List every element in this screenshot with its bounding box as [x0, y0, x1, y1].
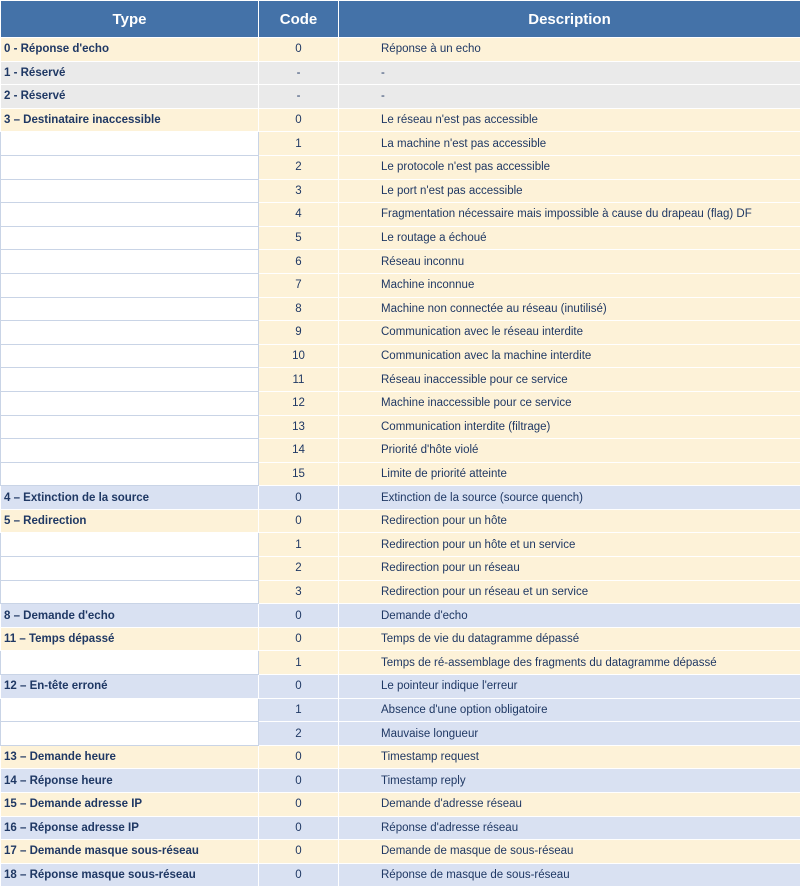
cell-code: 13: [259, 415, 339, 439]
cell-type: 11 – Temps dépassé: [1, 627, 259, 651]
cell-code: 2: [259, 722, 339, 746]
cell-type: [1, 203, 259, 227]
cell-code: -: [259, 61, 339, 85]
cell-description: Temps de vie du datagramme dépassé: [339, 627, 800, 651]
cell-code: 10: [259, 344, 339, 368]
cell-description: Mauvaise longueur: [339, 722, 800, 746]
cell-code: 7: [259, 273, 339, 297]
cell-type: [1, 533, 259, 557]
cell-type: 0 - Réponse d'echo: [1, 38, 259, 62]
cell-type: [1, 132, 259, 156]
table-row: [1, 509, 800, 533]
cell-type: [1, 321, 259, 345]
cell-type: [1, 226, 259, 250]
cell-type: [1, 698, 259, 722]
table-row: [1, 179, 800, 203]
cell-description: Demande d'echo: [339, 604, 800, 628]
cell-code: 2: [259, 557, 339, 581]
table-row: [1, 38, 800, 62]
cell-description: Demande d'adresse réseau: [339, 793, 800, 817]
cell-description: Réponse d'adresse réseau: [339, 816, 800, 840]
cell-description: Timestamp request: [339, 745, 800, 769]
table-row: [1, 675, 800, 699]
cell-type: 14 – Réponse heure: [1, 769, 259, 793]
table-row: [1, 297, 800, 321]
cell-code: 15: [259, 462, 339, 486]
cell-type: [1, 722, 259, 746]
table-row: [1, 132, 800, 156]
table-row: [1, 769, 800, 793]
cell-description: Redirection pour un réseau et un service: [339, 580, 800, 604]
cell-type: 2 - Réservé: [1, 85, 259, 109]
cell-code: 0: [259, 769, 339, 793]
cell-description: Absence d'une option obligatoire: [339, 698, 800, 722]
cell-type: [1, 391, 259, 415]
cell-code: -: [259, 85, 339, 109]
table-row: [1, 368, 800, 392]
cell-type: [1, 273, 259, 297]
cell-description: Limite de priorité atteinte: [339, 462, 800, 486]
cell-description: Communication avec la machine interdite: [339, 344, 800, 368]
table-row: [1, 108, 800, 132]
cell-description: Réponse de masque de sous-réseau: [339, 863, 800, 887]
cell-code: 0: [259, 745, 339, 769]
cell-description: Réponse à un echo: [339, 38, 800, 62]
table-row: [1, 439, 800, 463]
cell-code: 5: [259, 226, 339, 250]
table-row: [1, 250, 800, 274]
table-row: [1, 557, 800, 581]
cell-type: 17 – Demande masque sous-réseau: [1, 840, 259, 864]
cell-description: Le pointeur indique l'erreur: [339, 675, 800, 699]
column-header-description: Description: [339, 1, 800, 38]
cell-type: [1, 297, 259, 321]
table-row: [1, 651, 800, 675]
cell-type: 5 – Redirection: [1, 509, 259, 533]
cell-type: [1, 368, 259, 392]
cell-code: 14: [259, 439, 339, 463]
table-body: [1, 38, 800, 887]
table-row: [1, 533, 800, 557]
cell-code: 3: [259, 580, 339, 604]
cell-description: Communication avec le réseau interdite: [339, 321, 800, 345]
cell-code: 2: [259, 155, 339, 179]
table-row: [1, 627, 800, 651]
cell-code: 6: [259, 250, 339, 274]
cell-description: Machine inconnue: [339, 273, 800, 297]
table-row: [1, 203, 800, 227]
cell-code: 0: [259, 627, 339, 651]
table-row: [1, 391, 800, 415]
cell-type: 4 – Extinction de la source: [1, 486, 259, 510]
table-row: [1, 321, 800, 345]
cell-description: Machine non connectée au réseau (inutilisé): [339, 297, 800, 321]
cell-code: 1: [259, 533, 339, 557]
table-row: [1, 863, 800, 887]
table-row: [1, 793, 800, 817]
table-row: [1, 604, 800, 628]
cell-code: 0: [259, 509, 339, 533]
cell-type: [1, 155, 259, 179]
cell-type: [1, 557, 259, 581]
cell-description: Redirection pour un réseau: [339, 557, 800, 581]
cell-code: 0: [259, 38, 339, 62]
column-header-code: Code: [259, 1, 339, 38]
cell-type: 13 – Demande heure: [1, 745, 259, 769]
table-row: [1, 462, 800, 486]
table-row: [1, 745, 800, 769]
table-row: [1, 61, 800, 85]
cell-type: 8 – Demande d'echo: [1, 604, 259, 628]
cell-type: 3 – Destinataire inaccessible: [1, 108, 259, 132]
cell-description: Machine inaccessible pour ce service: [339, 391, 800, 415]
table-row: [1, 226, 800, 250]
cell-type: 15 – Demande adresse IP: [1, 793, 259, 817]
cell-code: 1: [259, 651, 339, 675]
cell-type: 18 – Réponse masque sous-réseau: [1, 863, 259, 887]
cell-code: 0: [259, 840, 339, 864]
cell-type: [1, 179, 259, 203]
cell-code: 0: [259, 108, 339, 132]
cell-type: [1, 415, 259, 439]
cell-code: 0: [259, 675, 339, 699]
column-header-type: Type: [1, 1, 259, 38]
cell-type: [1, 580, 259, 604]
cell-code: 1: [259, 132, 339, 156]
cell-code: 8: [259, 297, 339, 321]
cell-code: 4: [259, 203, 339, 227]
table-row: [1, 580, 800, 604]
cell-description: Priorité d'hôte violé: [339, 439, 800, 463]
table-row: [1, 415, 800, 439]
cell-code: 3: [259, 179, 339, 203]
table-row: [1, 273, 800, 297]
cell-type: [1, 250, 259, 274]
cell-type: 16 – Réponse adresse IP: [1, 816, 259, 840]
cell-description: Le routage a échoué: [339, 226, 800, 250]
cell-code: 0: [259, 604, 339, 628]
table-row: [1, 486, 800, 510]
cell-description: Redirection pour un hôte: [339, 509, 800, 533]
cell-description: Réseau inconnu: [339, 250, 800, 274]
cell-description: Demande de masque de sous-réseau: [339, 840, 800, 864]
table-row: [1, 698, 800, 722]
cell-description: La machine n'est pas accessible: [339, 132, 800, 156]
cell-code: 11: [259, 368, 339, 392]
cell-description: Temps de ré-assemblage des fragments du datagramme dépassé: [339, 651, 800, 675]
cell-type: [1, 344, 259, 368]
cell-code: 9: [259, 321, 339, 345]
table-row: [1, 155, 800, 179]
cell-description: Extinction de la source (source quench): [339, 486, 800, 510]
cell-code: 12: [259, 391, 339, 415]
cell-code: 0: [259, 793, 339, 817]
table-row: [1, 85, 800, 109]
table-row: [1, 344, 800, 368]
cell-type: 12 – En-tête erroné: [1, 675, 259, 699]
table-header: [1, 1, 800, 38]
cell-type: 1 - Réservé: [1, 61, 259, 85]
cell-description: -: [339, 61, 800, 85]
table-row: [1, 840, 800, 864]
cell-description: Redirection pour un hôte et un service: [339, 533, 800, 557]
cell-description: Communication interdite (filtrage): [339, 415, 800, 439]
cell-code: 0: [259, 486, 339, 510]
cell-type: [1, 651, 259, 675]
header-row: [1, 1, 800, 38]
cell-description: Timestamp reply: [339, 769, 800, 793]
cell-type: [1, 462, 259, 486]
table-row: [1, 722, 800, 746]
cell-description: Fragmentation nécessaire mais impossible à cause du drapeau (flag) DF: [339, 203, 800, 227]
cell-code: 0: [259, 816, 339, 840]
table-row: [1, 816, 800, 840]
cell-code: 0: [259, 863, 339, 887]
cell-code: 1: [259, 698, 339, 722]
cell-description: Réseau inaccessible pour ce service: [339, 368, 800, 392]
cell-type: [1, 439, 259, 463]
cell-description: Le protocole n'est pas accessible: [339, 155, 800, 179]
cell-description: Le réseau n'est pas accessible: [339, 108, 800, 132]
cell-description: -: [339, 85, 800, 109]
cell-description: Le port n'est pas accessible: [339, 179, 800, 203]
